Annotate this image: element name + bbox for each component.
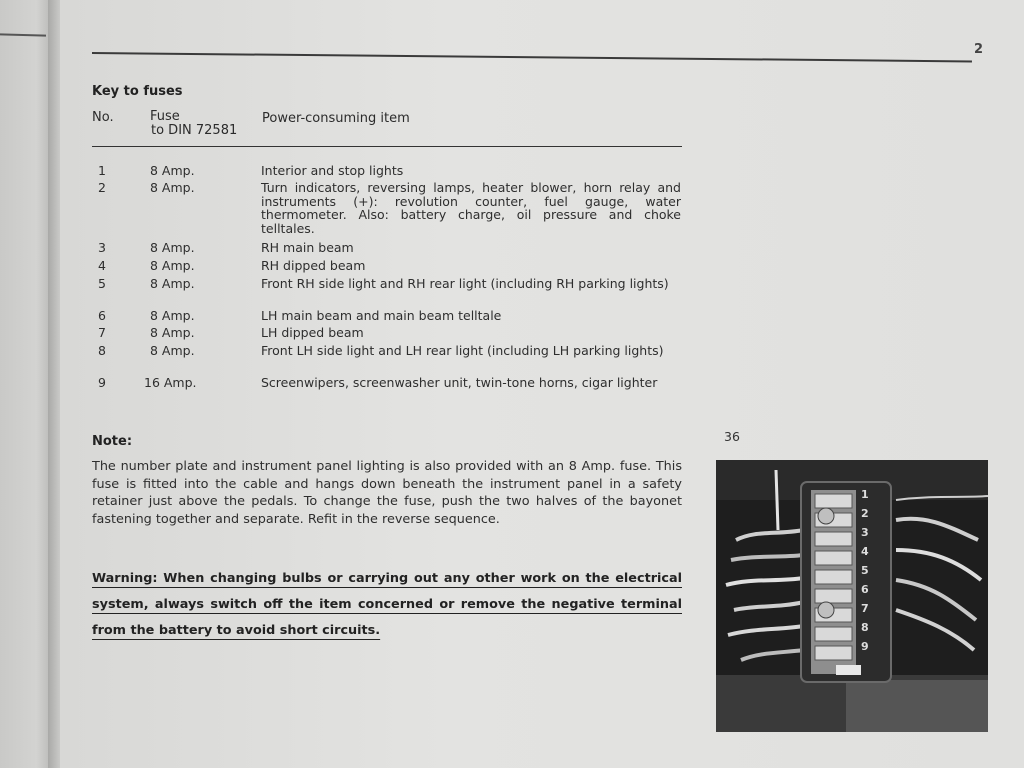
fuse-number: 3	[98, 240, 106, 255]
fuse-number: 8	[98, 343, 106, 358]
fuse-label: 1	[861, 488, 869, 501]
fuse-box-illustration	[716, 460, 988, 732]
fuse-rating: 8 Amp.	[150, 180, 195, 195]
fuse-item: Interior and stop lights	[261, 163, 404, 178]
fuse-rating: 8 Amp.	[150, 258, 195, 273]
fuse-number: 6	[98, 308, 106, 323]
facing-page-rule	[0, 33, 46, 36]
warning-text	[92, 566, 682, 644]
column-header-fuse-line2: to DIN 72581	[151, 123, 238, 138]
column-header-no: No.	[92, 110, 114, 125]
column-header-fuse	[150, 110, 237, 138]
note-title: Note:	[92, 434, 133, 449]
fuse-box-photo	[716, 460, 988, 732]
fuse-item: RH dipped beam	[261, 258, 366, 273]
table-header-rule	[92, 146, 682, 147]
note-text: The number plate and instrument panel lighting is also provided with an 8 Amp. fuse. This fuse is fitted into the cable and hangs down beneath the instrument panel in a safety retainer just above the pedals. To change the fuse, push the two halves of the bayonet fastening together and separate. Refit in the reverse sequence.	[92, 459, 682, 527]
warning-text-content: Warning: When changing bulbs or carrying out any other work on the electrical system, always switch off the item concerned or remove the negative terminal from the battery to avoid short circuits.	[92, 571, 682, 638]
fuse-number: 5	[98, 276, 106, 291]
fuse-rating: 8 Amp.	[150, 343, 195, 358]
fuse-item: Turn indicators, reversing lamps, heater blower, horn relay and instruments (+): revolution counter, fuel gauge, water thermometer. Also: battery charge, oil pressure and choke telltales.	[261, 180, 681, 236]
column-header-item: Power-consuming item	[262, 111, 410, 126]
fuse-rating: 8 Amp.	[150, 240, 195, 255]
figure-number: 36	[724, 429, 740, 444]
fuse-number: 9	[98, 375, 106, 390]
fuse-item: LH main beam and main beam telltale	[261, 308, 502, 323]
fuse-item: Front RH side light and RH rear light (including RH parking lights)	[261, 276, 669, 291]
fuse-rating: 16 Amp.	[144, 375, 197, 390]
fuse-number: 7	[98, 325, 106, 340]
fuse-item: LH dipped beam	[261, 325, 364, 340]
fuse-item: Front LH side light and LH rear light (including LH parking lights)	[261, 343, 664, 358]
fuse-number: 4	[98, 258, 106, 273]
fuse-label: 7	[861, 602, 869, 615]
fuse-rating: 8 Amp.	[150, 276, 195, 291]
fuse-label: 4	[861, 545, 869, 558]
fuse-item: Screenwipers, screenwasher unit, twin-tone horns, cigar lighter	[261, 375, 658, 390]
page-number: 2	[974, 42, 984, 57]
fuse-label: 2	[861, 507, 869, 520]
fuse-label: 3	[861, 526, 869, 539]
fuse-label: 9	[861, 640, 869, 653]
fuse-rating: 8 Amp.	[150, 308, 195, 323]
fuse-label: 6	[861, 583, 869, 596]
column-header-fuse-line1: Fuse	[150, 109, 180, 124]
fuse-label: 5	[861, 564, 869, 577]
fuse-label: 8	[861, 621, 869, 634]
facing-page-edge	[0, 0, 52, 768]
fuse-rating: 8 Amp.	[150, 325, 195, 340]
fuse-number: 2	[98, 180, 106, 195]
fuse-rating: 8 Amp.	[150, 163, 195, 178]
fuse-item: RH main beam	[261, 240, 354, 255]
fuse-number: 1	[98, 163, 106, 178]
section-heading: Key to fuses	[92, 84, 183, 99]
